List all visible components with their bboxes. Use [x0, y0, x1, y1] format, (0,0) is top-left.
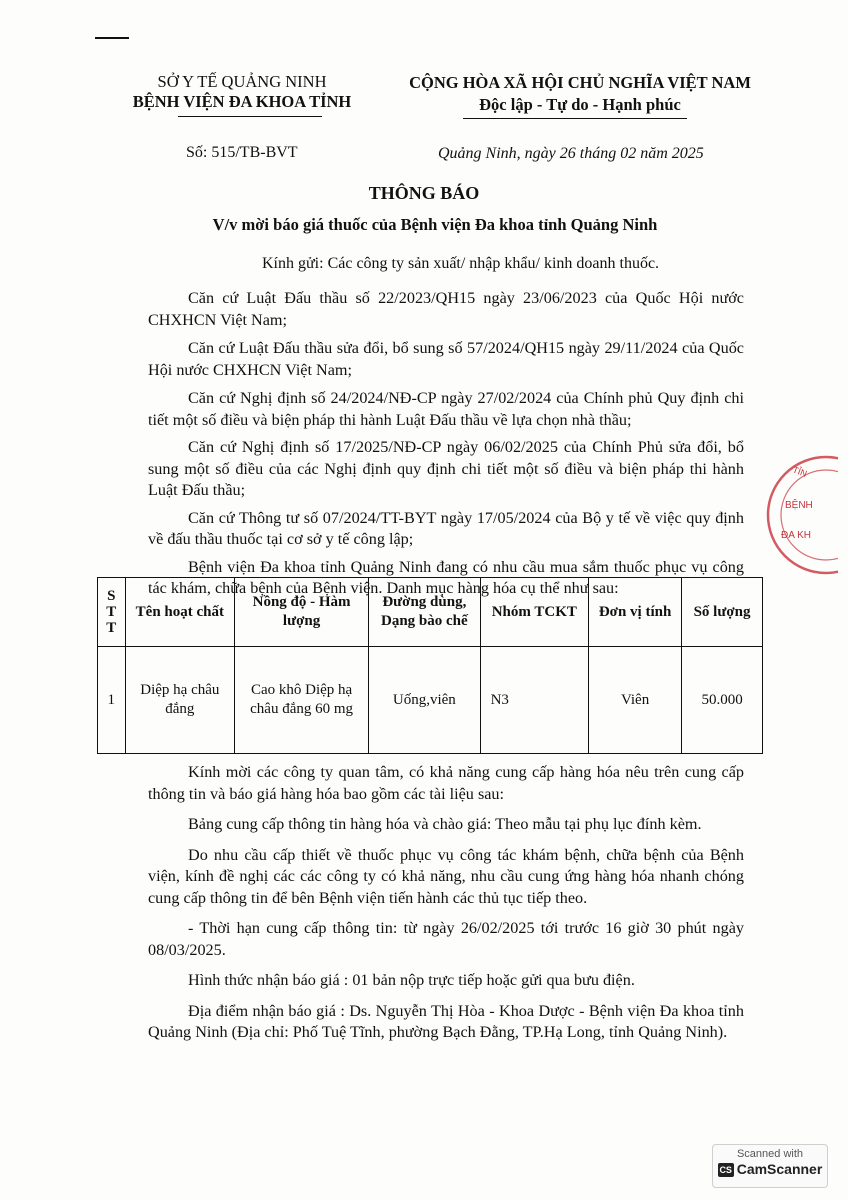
price-form-note: Bảng cung cấp thông tin hàng hóa và chào giá: Theo mẫu tại phụ lục đính kèm.: [188, 815, 702, 833]
camscanner-label: CS CamScanner: [719, 1161, 823, 1177]
addressee: Kính gửi: Các công ty sản xuất/ nhập khẩu/ kinh doanh thuốc.: [262, 255, 660, 272]
camscanner-badge: [712, 1144, 828, 1188]
closing-section: [148, 762, 744, 1044]
camscanner-logo-icon: CS: [719, 1165, 732, 1175]
cell-stt: 1: [98, 647, 126, 754]
submission-location: Địa điểm nhận báo giá : Ds. Nguyễn Thị Hòa - Khoa Dược - Bệnh viện Đa khoa tỉnh Quảng Ninh (Địa chỉ: Phố Tuệ Tĩnh, phường Bạch Đằng, TP.Hạ Long, tỉnh Quảng Ninh).: [148, 1001, 744, 1041]
col-strength: Nồng độ - Hàm lượng: [235, 578, 369, 647]
table-row: [98, 647, 763, 754]
invitation-paragraph: Kính mời các công ty quan tâm, có khả năng cung cấp hàng hóa nêu trên cung cấp thông tin và báo giá hàng hóa bao gồm các tài liệu sau:: [148, 763, 744, 803]
scanned-with-label: Scanned with: [736, 1148, 804, 1160]
col-unit: Đơn vị tính: [589, 578, 682, 647]
col-quantity: Số lượng: [682, 578, 763, 647]
nation-name: CỘNG HÒA XÃ HỘI CHỦ NGHĨA VIỆT NAM: [409, 73, 751, 92]
cell-unit: Viên: [589, 647, 682, 754]
divider-right: [463, 118, 687, 119]
drug-table: [97, 577, 763, 754]
document-date: Quảng Ninh, ngày 26 tháng 02 năm 2025: [438, 145, 704, 162]
procurement-need: Bệnh viện Đa khoa tỉnh Quảng Ninh đang có nhu cầu mua sắm thuốc phục vụ công tác khám, chữa bệnh của Bệnh viện. Danh mục hàng hóa cụ thể như sau:: [148, 557, 744, 597]
document-title: THÔNG BÁO: [368, 183, 480, 203]
deadline-paragraph: - Thời hạn cung cấp thông tin: từ ngày 26/02/2025 tới trước 16 giờ 30 phút ngày 08/03/2025.: [148, 919, 744, 959]
document-subtitle: V/v mời báo giá thuốc của Bệnh viện Đa khoa tỉnh Quảng Ninh: [212, 215, 658, 234]
col-group: Nhóm TCKT: [480, 578, 588, 647]
col-stt: S T T: [98, 578, 126, 647]
stamp-text-3: ĐA KH: [781, 530, 812, 541]
legal-basis-1: Căn cứ Luật Đấu thầu số 22/2023/QH15 ngày 23/06/2023 của Quốc Hội nước CHXHCN Việt Nam;: [148, 289, 744, 329]
divider-left: [178, 116, 322, 117]
urgency-paragraph: Do nhu cầu cấp thiết về thuốc phục vụ công tác khám bệnh, chữa bệnh của Bệnh viện, kính đề nghị các các công ty có khả năng, nhu cầu cung ứng hàng hóa nhanh chóng cung cấp thông tin để bên Bệnh viện tiến hành các thủ tục tiếp theo.: [148, 845, 744, 907]
stamp-text-2: BỆNH: [785, 500, 813, 511]
corner-mark: [95, 37, 129, 39]
legal-basis-2: Căn cứ Luật Đấu thầu sửa đổi, bổ sung số 57/2024/QH15 ngày 29/11/2024 của Quốc Hội nước CHXHCN Việt Nam;: [148, 339, 744, 379]
org-name: SỞ Y TẾ QUẢNG NINH: [157, 72, 327, 91]
legal-bases: [148, 288, 744, 600]
cell-strength: Cao khô Diệp hạ châu đắng 60 mg: [235, 647, 369, 754]
cell-route: Uống,viên: [369, 647, 481, 754]
legal-basis-5: Căn cứ Thông tư số 07/2024/TT-BYT ngày 17/05/2024 của Bộ y tế về việc quy định về đấu thầu thuốc tại cơ sở y tế công lập;: [148, 508, 744, 548]
legal-basis-4: Căn cứ Nghị định số 17/2025/NĐ-CP ngày 06/02/2025 của Chính Phủ sửa đổi, bổ sung một số điều của các Nghị định quy định chi tiết một số điều và biện pháp thi hành Luật Đấu thầu;: [148, 438, 744, 499]
cell-quantity: 50.000: [682, 647, 763, 754]
col-ingredient: Tên hoạt chất: [125, 578, 234, 647]
legal-basis-3: Căn cứ Nghị định số 24/2024/NĐ-CP ngày 27/02/2024 của Chính phủ Quy định chi tiết một số điều và biện pháp thi hành Luật Đấu thầu về lựa chọn nhà thầu;: [148, 389, 744, 429]
national-header: [380, 72, 780, 116]
motto: Độc lập - Tự do - Hạnh phúc: [479, 95, 681, 114]
stamp-text-1: TỈN: [791, 464, 809, 479]
issuing-authority: [92, 72, 392, 112]
cell-group: N3: [480, 647, 588, 754]
cell-ingredient: Diệp hạ châu đắng: [125, 647, 234, 754]
col-route: Đường dùng, Dạng bào chế: [369, 578, 481, 647]
red-seal-stamp: [758, 450, 838, 580]
hospital-name: BỆNH VIỆN ĐA KHOA TỈNH: [132, 92, 352, 111]
table-header-row: [98, 578, 763, 647]
submission-method: Hình thức nhận báo giá : 01 bản nộp trực tiếp hoặc gửi qua bưu điện.: [188, 971, 635, 989]
document-number: Số: 515/TB-BVT: [186, 144, 298, 161]
